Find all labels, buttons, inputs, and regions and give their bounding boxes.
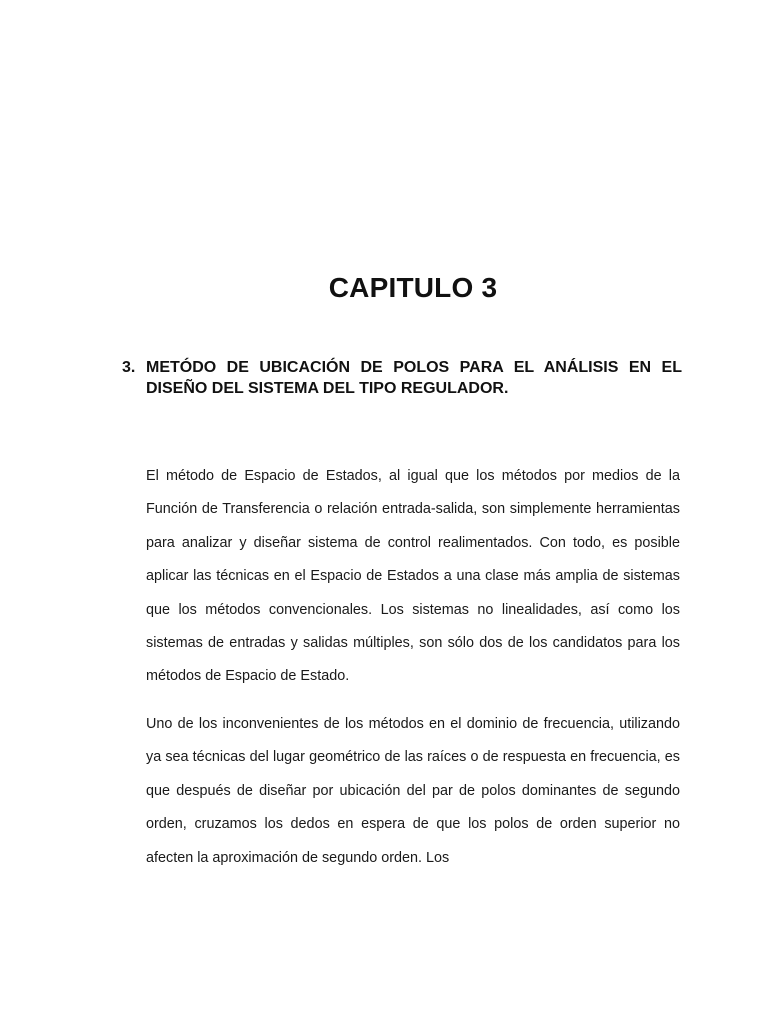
section-heading: [122, 357, 682, 399]
section-title: METÓDO DE UBICACIÓN DE POLOS PARA EL ANÁLISIS EN EL DISEÑO DEL SISTEMA DEL TIPO REGULADOR.: [146, 359, 682, 397]
section-number: 3.: [122, 359, 136, 376]
chapter-title: CAPITULO 3: [328, 272, 498, 303]
body-paragraph-1: El método de Espacio de Estados, al igual que los métodos por medios de la Función de Transferencia o relación entrada-salida, son simplemente herramientas para analizar y diseñar sistema de control realimentados. Con todo, es posible aplicar las técnicas en el Espacio de Estados a una clase más amplia de sistemas que los métodos convencionales. Los sistemas no linealidades, así como los sistemas de entradas y salidas múltiples, son sólo dos de los candidatos para los métodos de Espacio de Estado.: [146, 468, 680, 685]
body-paragraph-2: Uno de los inconvenientes de los métodos en el dominio de frecuencia, utilizando ya sea técnicas del lugar geométrico de las raíces o de respuesta en frecuencia, es que después de diseñar por ubicación del par de polos dominantes de segundo orden, cruzamos los dedos en espera de que los polos de orden superior no afecten la aproximación de segundo orden. Los: [146, 716, 680, 866]
